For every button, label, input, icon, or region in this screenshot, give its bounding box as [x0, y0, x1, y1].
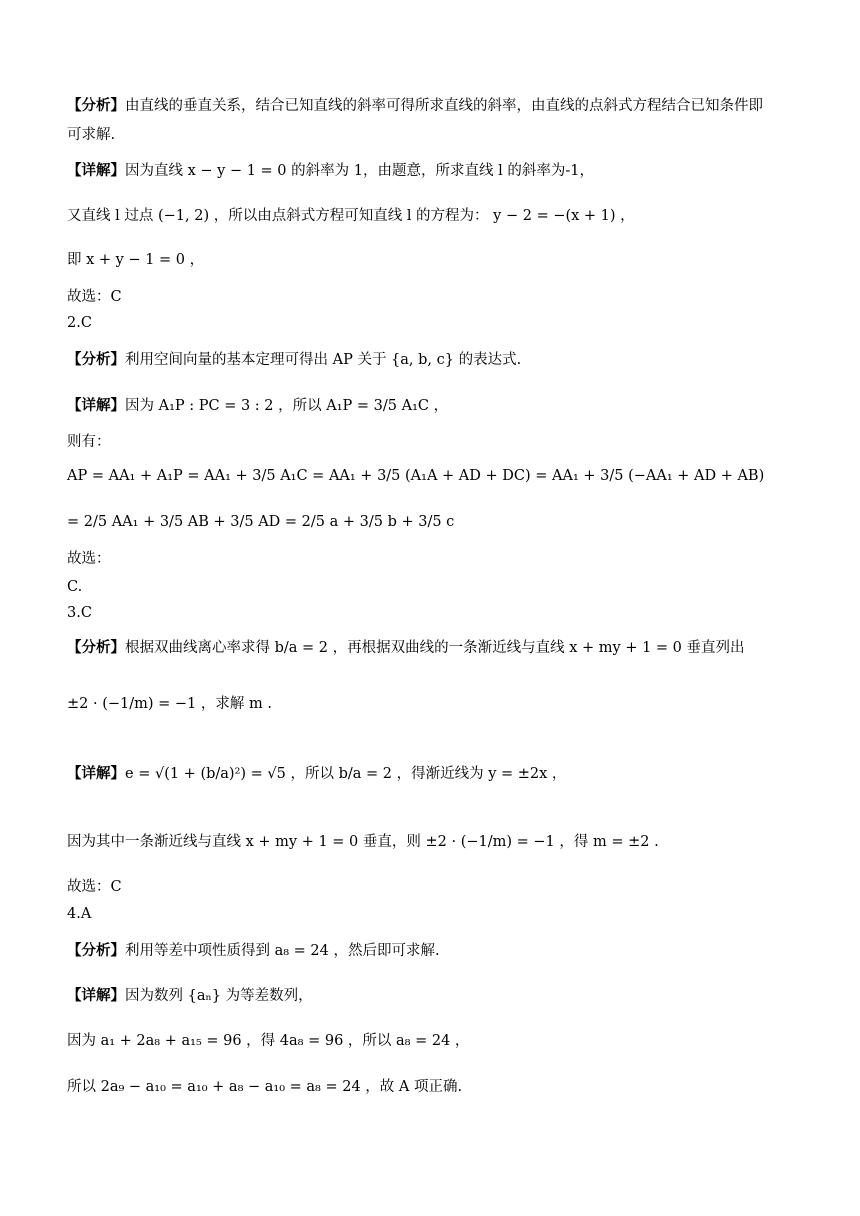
q4-analysis-text: 利用等差中项性质得到 a₈ = 24 ，然后即可求解.	[125, 943, 440, 959]
q4-detail-1	[67, 986, 313, 1006]
q1-detail-1	[67, 161, 594, 181]
q2-detail-1-text: 因为 A₁P : PC = 3 : 2 ，所以 A₁P = 3/5 A₁C ，	[125, 398, 449, 414]
q1-detail-tag: 【详解】	[67, 162, 125, 179]
q2-choice: 故选：	[67, 551, 111, 567]
q4-detail-2: 因为 a₁ + 2a₈ + a₁₅ = 96 ，得 4a₈ = 96 ，所以 a₈ = 24 ，	[67, 1033, 470, 1049]
q4-detail-tag: 【详解】	[67, 987, 125, 1004]
q4-analysis-tag: 【分析】	[67, 942, 125, 959]
q2-eq1: AP = AA₁ + A₁P = AA₁ + 3/5 A₁C = AA₁ + 3/5 (A₁A + AD + DC) = AA₁ + 3/5 (−AA₁ + AD + AB)	[67, 468, 765, 484]
q4-detail-3: 所以 2a₉ − a₁₀ = a₁₀ + a₈ − a₁₀ = a₈ = 24 ，故 A 项正确.	[67, 1079, 463, 1095]
q2-detail-tag: 【详解】	[67, 397, 125, 414]
q3-analysis-text: 根据双曲线离心率求得 b/a = 2 ，再根据双曲线的一条渐近线与直线 x + my + 1 = 0 垂直列出	[125, 640, 745, 656]
q3-detail-tag: 【详解】	[67, 765, 125, 782]
q2-choice-letter: C.	[67, 579, 83, 595]
q3-analysis-cont: ±2 · (−1/m) = −1 ，求解 m .	[67, 696, 272, 712]
q2-head: 2.C	[67, 315, 92, 331]
q3-detail-2: 因为其中一条渐近线与直线 x + my + 1 = 0 垂直，则 ±2 · (−1/m) = −1 ，得 m = ±2 .	[67, 834, 659, 850]
q3-detail-1	[67, 764, 566, 784]
q1-choice: 故选：C	[67, 289, 122, 305]
q1-analysis-text: 由直线的垂直关系，结合已知直线的斜率可得所求直线的斜率，由直线的点斜式方程结合已知条件即	[125, 98, 763, 114]
q1-detail-2: 又直线 l 过点 (−1, 2) ，所以由点斜式方程可知直线 l 的方程为： y − 2 = −(x + 1) ，	[67, 208, 635, 224]
q2-analysis-tag: 【分析】	[67, 351, 125, 368]
q3-choice: 故选：C	[67, 879, 122, 895]
q2-eq2: = 2/5 AA₁ + 3/5 AB + 3/5 AD = 2/5 a + 3/5 b + 3/5 c	[67, 514, 455, 530]
q1-detail-1-text: 因为直线 x − y − 1 = 0 的斜率为 1，由题意，所求直线 l 的斜率为-1，	[125, 163, 594, 179]
q1-detail-3: 即 x + y − 1 = 0 ，	[67, 252, 205, 268]
q4-analysis	[67, 941, 440, 961]
q3-head: 3.C	[67, 605, 92, 621]
q2-analysis	[67, 350, 521, 370]
q4-head: 4.A	[67, 906, 92, 922]
q2-then: 则有：	[67, 434, 111, 450]
q1-analysis-cont: 可求解.	[67, 127, 116, 143]
q4-detail-1-text: 因为数列 {aₙ} 为等差数列，	[125, 988, 313, 1004]
q2-analysis-text: 利用空间向量的基本定理可得出 AP 关于 {a, b, c} 的表达式.	[125, 352, 522, 368]
q1-analysis-tag: 【分析】	[67, 97, 125, 114]
q3-analysis-tag: 【分析】	[67, 639, 125, 656]
q1-analysis	[67, 96, 763, 116]
q3-analysis	[67, 638, 745, 658]
q2-detail-1	[67, 396, 448, 416]
q3-detail-1-text: e = √(1 + (b/a)²) = √5 ，所以 b/a = 2 ，得渐近线为 y = ±2x ，	[125, 766, 567, 782]
